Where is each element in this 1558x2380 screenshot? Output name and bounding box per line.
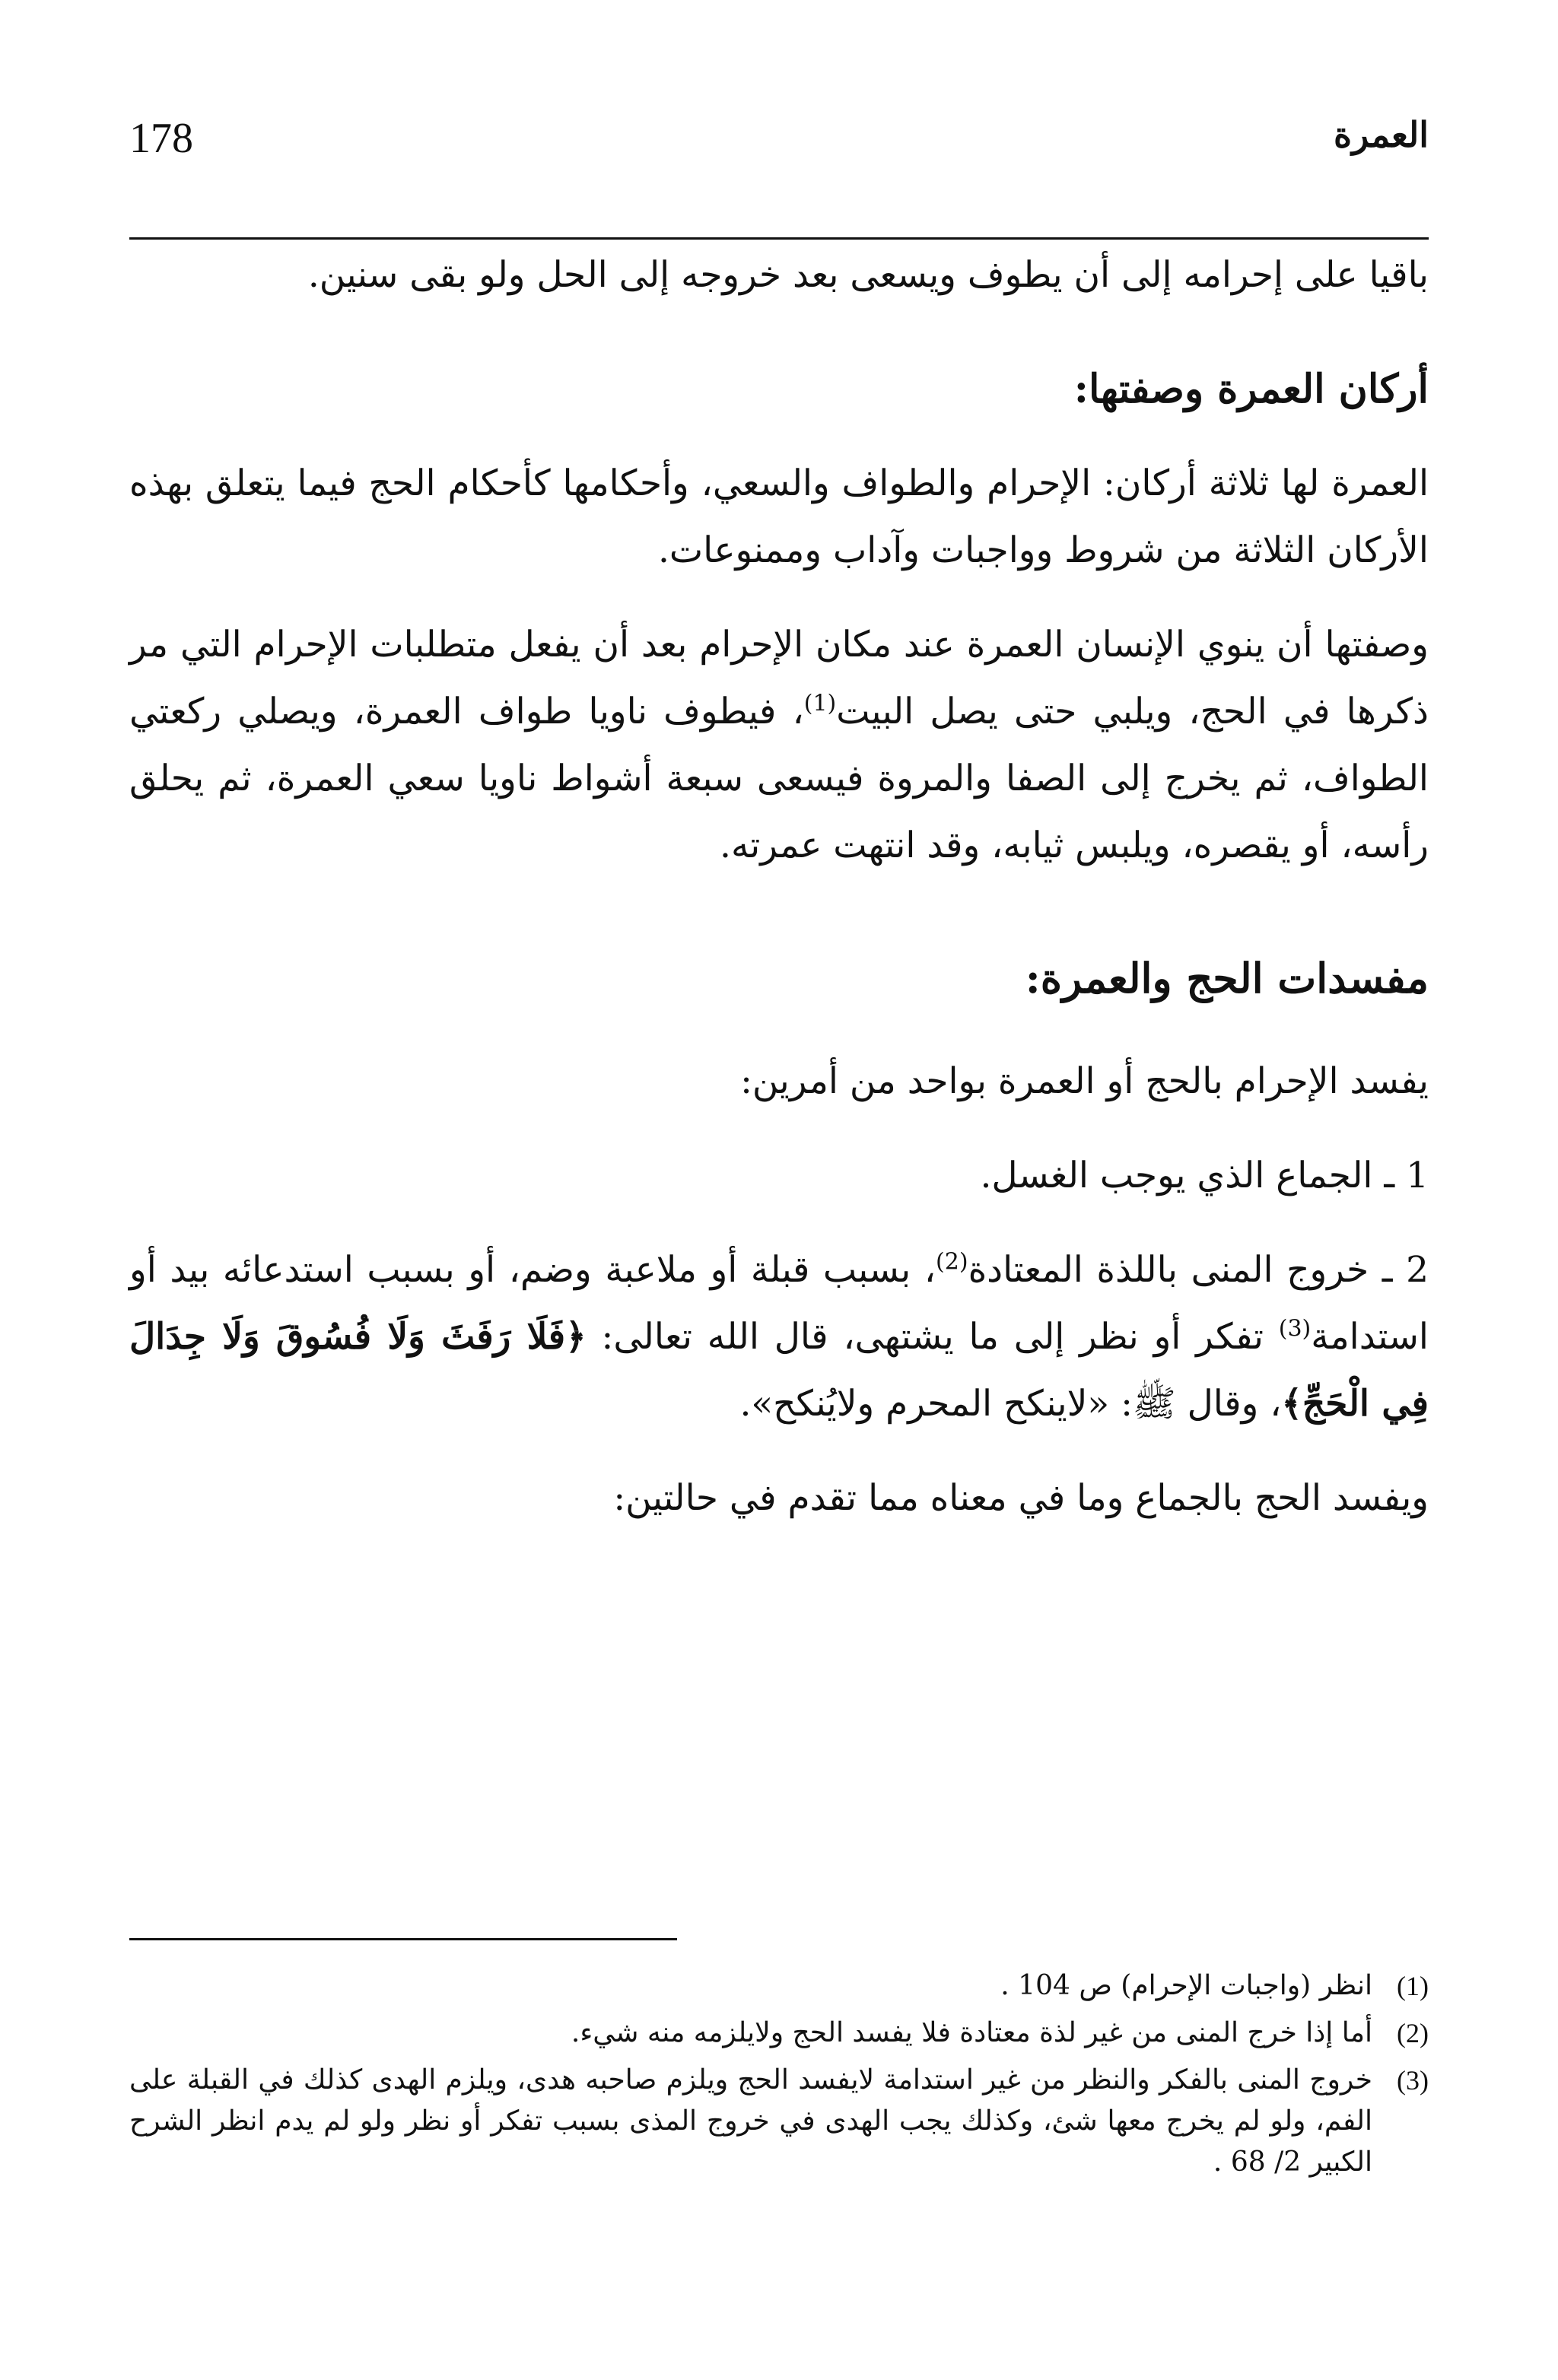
quran-verse: ﴿فَلَا رَفَثَ وَلَا فُسُوقَ وَلَا جِدَالَ فِي الْحَجِّ﴾ xyxy=(129,1316,1429,1425)
description-text-a: وصفتها أن ينوي الإنسان العمرة عند مكان الإحرام بعد أن يفعل متطلبات الإحرام التي مر ذكرها في الحج، ويلبي حتى يصل البيت xyxy=(129,624,1429,732)
body-text xyxy=(129,242,1429,1532)
heading-pillars: أركان العمرة وصفتها: xyxy=(1073,366,1429,412)
page-number: 178 xyxy=(129,115,193,162)
footnote-text: انظر (واجبات الإحرام) ص 104 . xyxy=(1000,1970,1372,2001)
item-2-text-b: ، بسبب قبلة أو ملاعبة وضم، أو بسبب استدعائه بيد أو استدامة xyxy=(129,1249,1429,1358)
footnote-number: (2) xyxy=(1397,2018,1429,2048)
footnotes xyxy=(129,1965,1429,2189)
footnote-1 xyxy=(129,1965,1429,2007)
paragraph-invalidators: يفسد الإحرام بالحج أو العمرة بواحد من أمرين: xyxy=(740,1060,1429,1102)
item-2-text-c: تفكر أو نظر إلى ما يشتهى، قال الله تعالى: xyxy=(586,1316,1279,1358)
footnote-number: (1) xyxy=(1397,1971,1429,2001)
footnote-number: (3) xyxy=(1397,2065,1429,2096)
footnote-text: خروج المنى بالفكر والنظر من غير استدامة لايفسد الحج ويلزم صاحبه هدى، ويلزم الهدى كذلك في القبلة على الفم، ولو لم يخرج معها شئ، وكذلك يجب الهدى في خروج المذى بسبب تفكر أو نظر ولو لم يدم انظر الشرح الكبير 2/ 68 . xyxy=(129,2064,1372,2178)
header-rule xyxy=(129,237,1429,240)
footnote-text: أما إذا خرج المنى من غير لذة معتادة فلا يفسد الحج ولايلزمه منه شيء. xyxy=(571,2017,1372,2048)
description-text-b: ، فيطوف ناويا طواف العمرة، ويصلي ركعتي الطواف، ثم يخرج إلى الصفا والمروة فيسعى سبعة أشواط ناويا سعي العمرة، ثم يحلق رأسه، أو يقصره، ويلبس ثيابه، وقد انتهت عمرته. xyxy=(129,691,1429,866)
paragraph-two-cases: ويفسد الحج بالجماع وما في معناه مما تقدم في حالتين: xyxy=(613,1477,1429,1519)
running-title: العمرة xyxy=(1333,114,1429,155)
paragraph-pillars: العمرة لها ثلاثة أركان: الإحرام والطواف والسعي، وأحكامها كأحكام الحج فيما يتعلق بهذه الأركان الثلاثة من شروط وواجبات وآداب وممنوعات. xyxy=(129,462,1429,571)
footnote-ref-1[interactable]: (1) xyxy=(803,690,837,717)
footnote-rule xyxy=(129,1938,677,1940)
footnote-3 xyxy=(129,2060,1429,2183)
footnote-2 xyxy=(129,2013,1429,2054)
running-head xyxy=(129,114,1429,175)
footnote-ref-2[interactable]: (2) xyxy=(936,1248,968,1276)
heading-invalidators: مفسدات الحج والعمرة: xyxy=(1025,954,1429,1003)
footnote-ref-3[interactable]: (3) xyxy=(1278,1315,1312,1343)
item-2-text-a: 2 ـ خروج المنى باللذة المعتادة xyxy=(968,1249,1429,1291)
paragraph-description xyxy=(129,612,1429,879)
list-item-2 xyxy=(129,1237,1429,1438)
continuation-line: باقيا على إحرامه إلى أن يطوف ويسعى بعد خروجه إلى الحل ولو بقى سنين. xyxy=(307,254,1429,296)
list-item-1: 1 ـ الجماع الذي يوجب الغسل. xyxy=(980,1155,1429,1196)
item-2-text-d: ، وقال ﷺ: «لاينكح المحرم ولايُنكح». xyxy=(739,1383,1282,1425)
